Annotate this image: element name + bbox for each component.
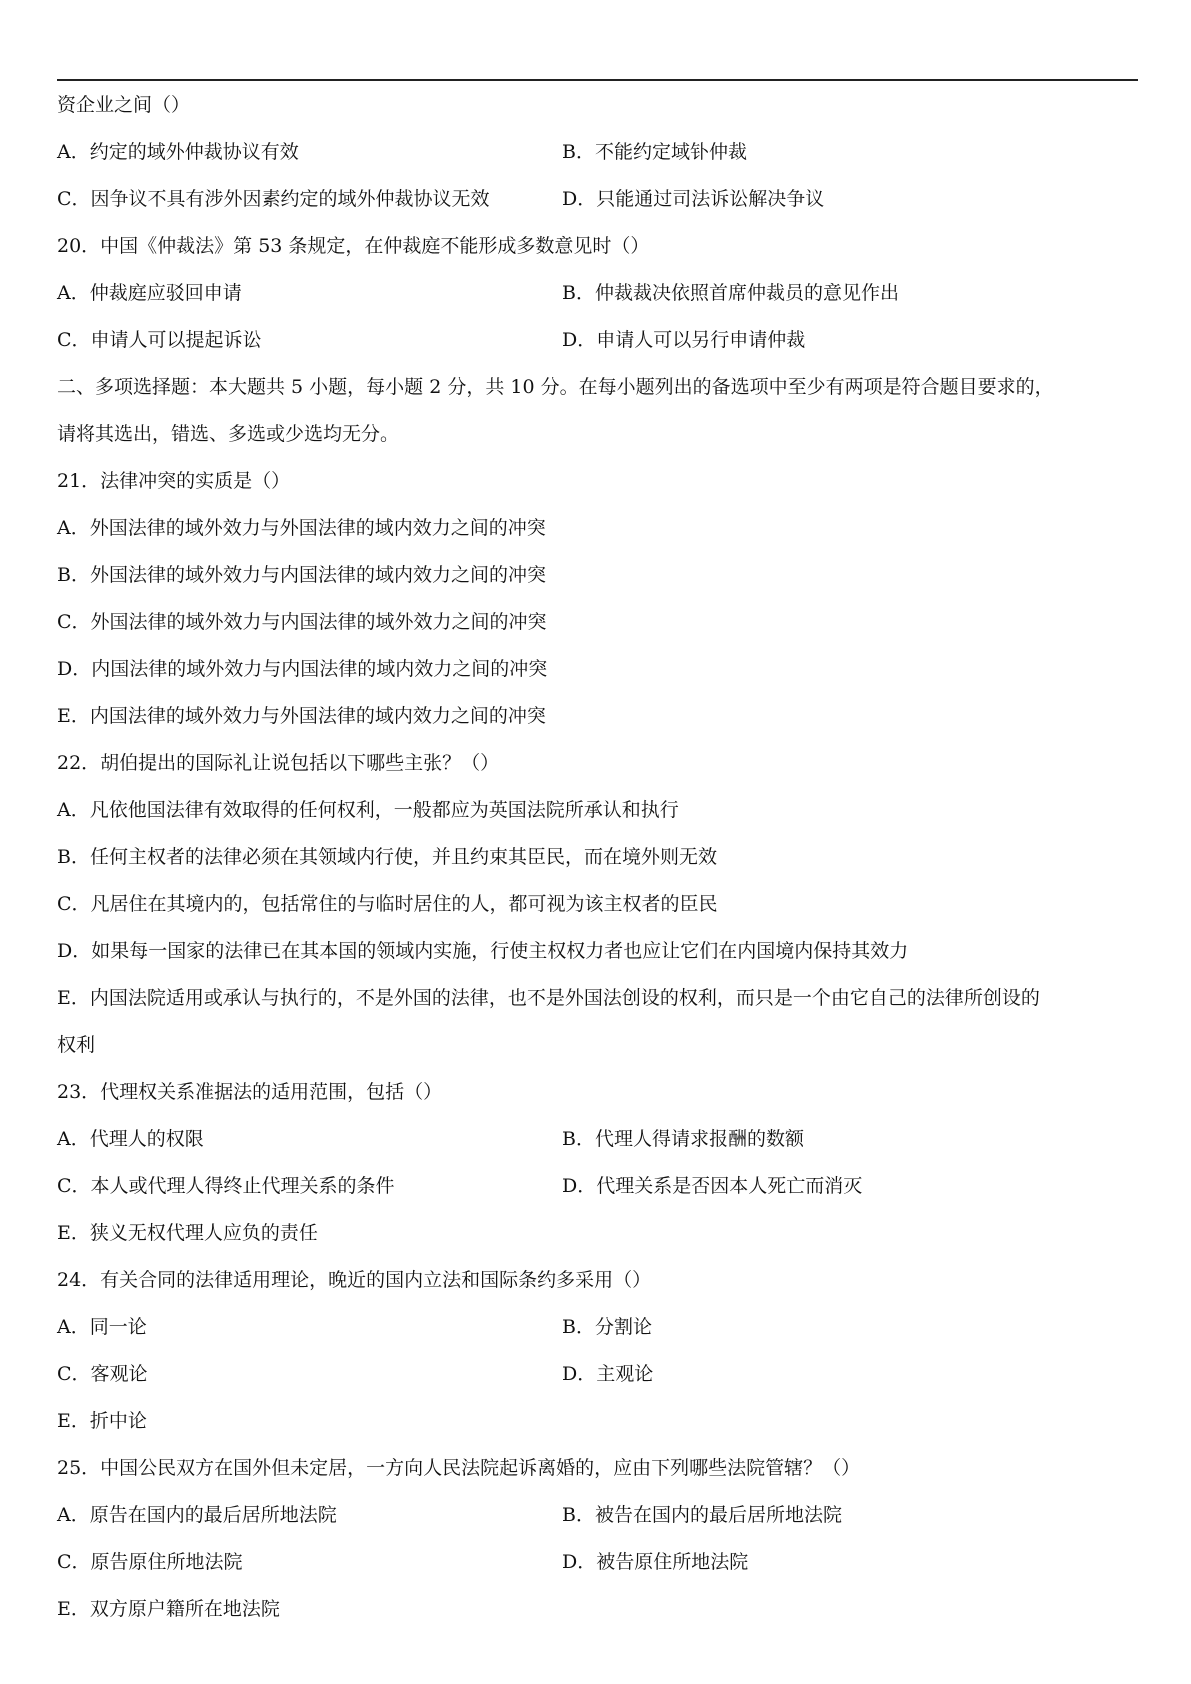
q23-option-a: A．代理人的权限 [57,1128,204,1150]
q20-option-d: D．申请人可以另行申请仲裁 [562,329,806,351]
q20-option-b: B．仲裁裁决依照首席仲裁员的意见作出 [562,282,899,304]
q24-option-a: A．同一论 [57,1316,147,1338]
q25-option-a: A．原告在国内的最后居所地法院 [57,1504,337,1526]
q25-options-cd [57,1549,1142,1576]
q22-option-e-line1: E．内国法院适用或承认与执行的，不是外国的法律，也不是外国法创设的权利，而只是一个由它自己的法律所创设的 [57,987,1040,1009]
q19-stem-tail: 资企业之间（） [57,94,191,116]
q24-option-d: D．主观论 [562,1363,654,1385]
q23-stem: 23．代理权关系准据法的适用范围，包括（） [57,1081,443,1103]
q19-options-cd [57,186,1142,213]
q19-option-a: A．约定的域外仲裁协议有效 [57,141,299,163]
q22-option-b: B．任何主权者的法律必须在其领域内行使，并且约束其臣民，而在境外则无效 [57,846,717,868]
q22-stem: 22．胡伯提出的国际礼让说包括以下哪些主张？（） [57,752,500,774]
section2-heading-line2: 请将其选出，错选、多选或少选均无分。 [57,423,400,445]
q20-options-cd [57,327,1142,354]
q24-stem: 24．有关合同的法律适用理论，晚近的国内立法和国际条约多采用（） [57,1269,652,1291]
q21-option-a: A．外国法律的域外效力与外国法律的域内效力之间的冲突 [57,517,546,539]
q23-option-b: B．代理人得请求报酬的数额 [562,1128,804,1150]
header-rule [57,79,1138,81]
q22-option-c: C．凡居住在其境内的，包括常住的与临时居住的人，都可视为该主权者的臣民 [57,893,718,915]
q25-option-c: C．原告原住所地法院 [57,1551,243,1573]
section2-heading-line1: 二、多项选择题：本大题共 5 小题，每小题 2 分，共 10 分。在每小题列出的备选项中至少有两项是符合题目要求的， [57,376,1054,398]
q20-options-ab [57,280,1142,307]
q21-option-d: D．内国法律的域外效力与内国法律的域内效力之间的冲突 [57,658,548,680]
q23-option-c: C．本人或代理人得终止代理关系的条件 [57,1175,395,1197]
q22-option-d: D．如果每一国家的法律已在其本国的领域内实施，行使主权权力者也应让它们在内国境内保持其效力 [57,940,909,962]
q25-option-d: D．被告原住所地法院 [562,1551,749,1573]
q24-option-c: C．客观论 [57,1363,148,1385]
q25-options-ab [57,1502,1142,1529]
q22-option-e-line2: 权利 [57,1034,96,1056]
exam-page-body [57,92,1142,1643]
q23-options-cd [57,1173,1142,1200]
q25-option-b: B．被告在国内的最后居所地法院 [562,1504,842,1526]
q23-option-e: E．狭义无权代理人应负的责任 [57,1222,318,1244]
q24-option-e: E．折中论 [57,1410,147,1432]
q19-option-b: B．不能约定域钋仲裁 [562,141,747,163]
q25-option-e: E．双方原户籍所在地法院 [57,1598,280,1620]
q23-option-d: D．代理关系是否因本人死亡而消灭 [562,1175,863,1197]
q24-options-cd [57,1361,1142,1388]
q24-option-b: B．分割论 [562,1316,652,1338]
q19-option-c: C．因争议不具有涉外因素约定的域外仲裁协议无效 [57,188,490,210]
q24-options-ab [57,1314,1142,1341]
q23-options-ab [57,1126,1142,1153]
q19-options-ab [57,139,1142,166]
q20-option-c: C．申请人可以提起诉讼 [57,329,262,351]
q22-option-a: A．凡依他国法律有效取得的任何权利，一般都应为英国法院所承认和执行 [57,799,679,821]
q21-stem: 21．法律冲突的实质是（） [57,470,291,492]
q20-option-a: A．仲裁庭应驳回申请 [57,282,242,304]
q19-option-d: D．只能通过司法诉讼解决争议 [562,188,825,210]
q21-option-e: E．内国法律的域外效力与外国法律的域内效力之间的冲突 [57,705,546,727]
q21-option-c: C．外国法律的域外效力与内国法律的域外效力之间的冲突 [57,611,547,633]
q20-stem: 20．中国《仲裁法》第 53 条规定，在仲裁庭不能形成多数意见时（） [57,235,650,257]
q21-option-b: B．外国法律的域外效力与内国法律的域内效力之间的冲突 [57,564,546,586]
q25-stem: 25．中国公民双方在国外但未定居，一方向人民法院起诉离婚的，应由下列哪些法院管辖？（） [57,1457,861,1479]
